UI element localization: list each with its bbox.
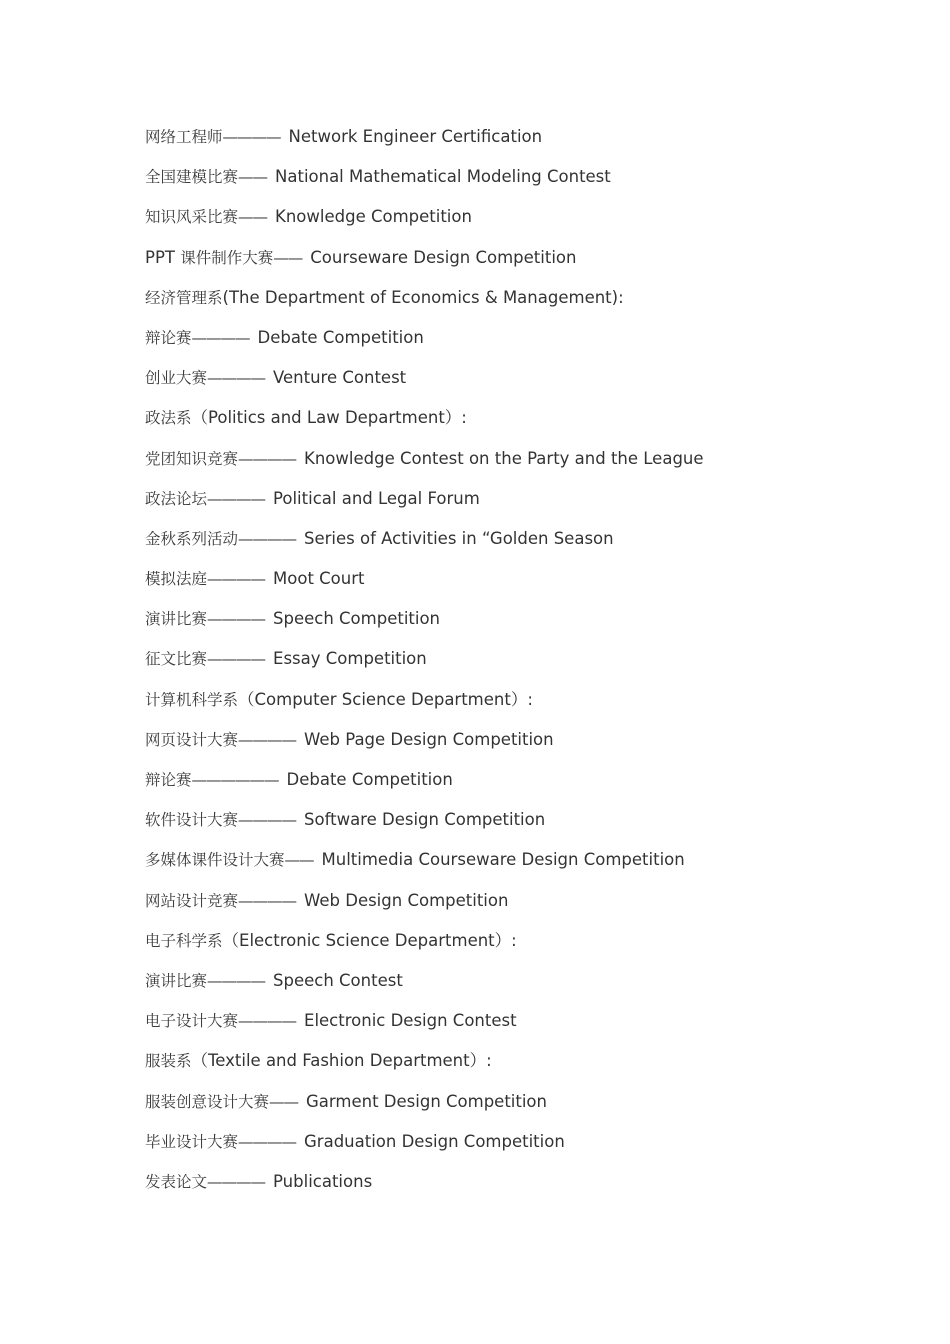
chinese-text: 演讲比赛 bbox=[145, 610, 208, 629]
dash-separator: ———— bbox=[238, 811, 297, 830]
chinese-text: 辩论赛 bbox=[145, 328, 192, 347]
dash-separator: ———— bbox=[238, 1132, 297, 1151]
english-text: Essay Competition bbox=[273, 649, 427, 669]
chinese-text: 模拟法庭 bbox=[145, 570, 208, 589]
section-heading bbox=[145, 1049, 905, 1089]
english-text: National Mathematical Modeling Contest bbox=[275, 167, 611, 187]
dash-separator: ———— bbox=[207, 570, 266, 589]
list-item bbox=[145, 1009, 905, 1049]
english-text: (The Department of Economics & Management): bbox=[222, 287, 624, 307]
english-text: （Electronic Science Department）: bbox=[222, 930, 517, 950]
chinese-text: 网络工程师 bbox=[145, 128, 223, 146]
english-text: Knowledge Contest on the Party and the League bbox=[304, 448, 704, 468]
dash-separator: ———— bbox=[207, 489, 266, 508]
chinese-text: 电子设计大赛 bbox=[145, 1012, 239, 1031]
chinese-text: 政法系 bbox=[145, 409, 192, 428]
english-text: Series of Activities in “Golden Season bbox=[304, 528, 614, 548]
list-item bbox=[145, 165, 905, 205]
dash-separator: ———— bbox=[207, 650, 266, 669]
english-text: （Politics and Law Department）: bbox=[191, 408, 467, 428]
english-text: Electronic Design Contest bbox=[304, 1011, 517, 1031]
chinese-text: 毕业设计大赛 bbox=[145, 1132, 239, 1151]
activity-list bbox=[145, 125, 905, 1210]
chinese-text: 金秋系列活动 bbox=[145, 529, 239, 548]
chinese-text: 经济管理系 bbox=[145, 288, 223, 307]
dash-separator: —— bbox=[238, 168, 268, 187]
chinese-text: 计算机科学系 bbox=[145, 690, 239, 709]
list-item bbox=[145, 487, 905, 527]
chinese-text: 服装系 bbox=[145, 1052, 192, 1071]
dash-separator: —— bbox=[269, 1092, 299, 1111]
chinese-text: 发表论文 bbox=[145, 1172, 208, 1191]
list-item bbox=[145, 326, 905, 366]
dash-separator: ———— bbox=[238, 730, 297, 749]
english-text: Network Engineer Certification bbox=[288, 127, 543, 146]
dash-separator: ———— bbox=[191, 328, 250, 347]
dash-separator: ———— bbox=[238, 449, 297, 468]
dash-separator: ———— bbox=[238, 891, 297, 910]
list-item bbox=[145, 527, 905, 567]
chinese-text: 党团知识竞赛 bbox=[145, 449, 239, 468]
english-text: Debate Competition bbox=[286, 770, 453, 789]
dash-separator: —— bbox=[273, 248, 303, 267]
chinese-text: 政法论坛 bbox=[145, 489, 208, 508]
list-item bbox=[145, 366, 905, 406]
english-text: （Textile and Fashion Department）: bbox=[191, 1051, 492, 1071]
section-heading bbox=[145, 286, 905, 326]
list-item bbox=[145, 1170, 905, 1210]
dash-separator: —— bbox=[238, 208, 268, 227]
english-text: Knowledge Competition bbox=[275, 207, 472, 227]
dash-separator: ———— bbox=[238, 1012, 297, 1031]
list-item bbox=[145, 447, 905, 487]
english-text: Speech Contest bbox=[273, 970, 403, 990]
english-text: Web Design Competition bbox=[304, 890, 509, 910]
dash-separator: ———— bbox=[207, 1172, 266, 1191]
chinese-text: 多媒体课件设计大赛 bbox=[145, 851, 285, 870]
list-item bbox=[145, 647, 905, 687]
english-prefix: PPT bbox=[145, 247, 181, 267]
english-text: Speech Competition bbox=[273, 609, 441, 629]
dash-separator: —— bbox=[284, 851, 314, 870]
english-text: Software Design Competition bbox=[304, 810, 546, 830]
chinese-text: 电子科学系 bbox=[145, 931, 223, 950]
list-item bbox=[145, 969, 905, 1009]
chinese-text: 演讲比赛 bbox=[145, 971, 208, 990]
list-item bbox=[145, 848, 905, 888]
english-text: Graduation Design Competition bbox=[304, 1131, 565, 1151]
chinese-text: 网页设计大赛 bbox=[145, 730, 239, 749]
dash-separator: —————— bbox=[191, 771, 279, 789]
chinese-text: 征文比赛 bbox=[145, 650, 208, 669]
english-text: Web Page Design Competition bbox=[304, 729, 554, 749]
chinese-text: 软件设计大赛 bbox=[145, 811, 239, 830]
list-item bbox=[145, 1090, 905, 1130]
english-text: Courseware Design Competition bbox=[310, 247, 577, 267]
english-text: Political and Legal Forum bbox=[273, 488, 480, 508]
chinese-text: 全国建模比赛 bbox=[145, 168, 239, 187]
list-item bbox=[145, 246, 905, 286]
list-item bbox=[145, 1130, 905, 1170]
list-item bbox=[145, 808, 905, 848]
english-text: （Computer Science Department）: bbox=[238, 689, 533, 709]
dash-separator: ———— bbox=[222, 128, 281, 146]
dash-separator: ———— bbox=[238, 529, 297, 548]
list-item bbox=[145, 567, 905, 607]
chinese-text: 课件制作大赛 bbox=[180, 248, 274, 267]
english-text: Multimedia Courseware Design Competition bbox=[321, 850, 685, 870]
section-heading bbox=[145, 688, 905, 728]
list-item bbox=[145, 889, 905, 929]
chinese-text: 服装创意设计大赛 bbox=[145, 1092, 270, 1111]
section-heading bbox=[145, 929, 905, 969]
english-text: Venture Contest bbox=[273, 368, 407, 388]
english-text: Garment Design Competition bbox=[306, 1091, 547, 1111]
list-item bbox=[145, 125, 905, 165]
english-text: Publications bbox=[273, 1171, 373, 1191]
dash-separator: ———— bbox=[207, 610, 266, 629]
section-heading bbox=[145, 406, 905, 446]
chinese-text: 辩论赛 bbox=[145, 771, 192, 789]
chinese-text: 知识风采比赛 bbox=[145, 208, 239, 227]
english-text: Moot Court bbox=[273, 569, 365, 589]
dash-separator: ———— bbox=[207, 971, 266, 990]
english-text: Debate Competition bbox=[257, 327, 424, 347]
list-item bbox=[145, 205, 905, 245]
list-item bbox=[145, 607, 905, 647]
chinese-text: 创业大赛 bbox=[145, 369, 208, 388]
list-item bbox=[145, 768, 905, 808]
dash-separator: ———— bbox=[207, 369, 266, 388]
list-item bbox=[145, 728, 905, 768]
chinese-text: 网站设计竞赛 bbox=[145, 891, 239, 910]
